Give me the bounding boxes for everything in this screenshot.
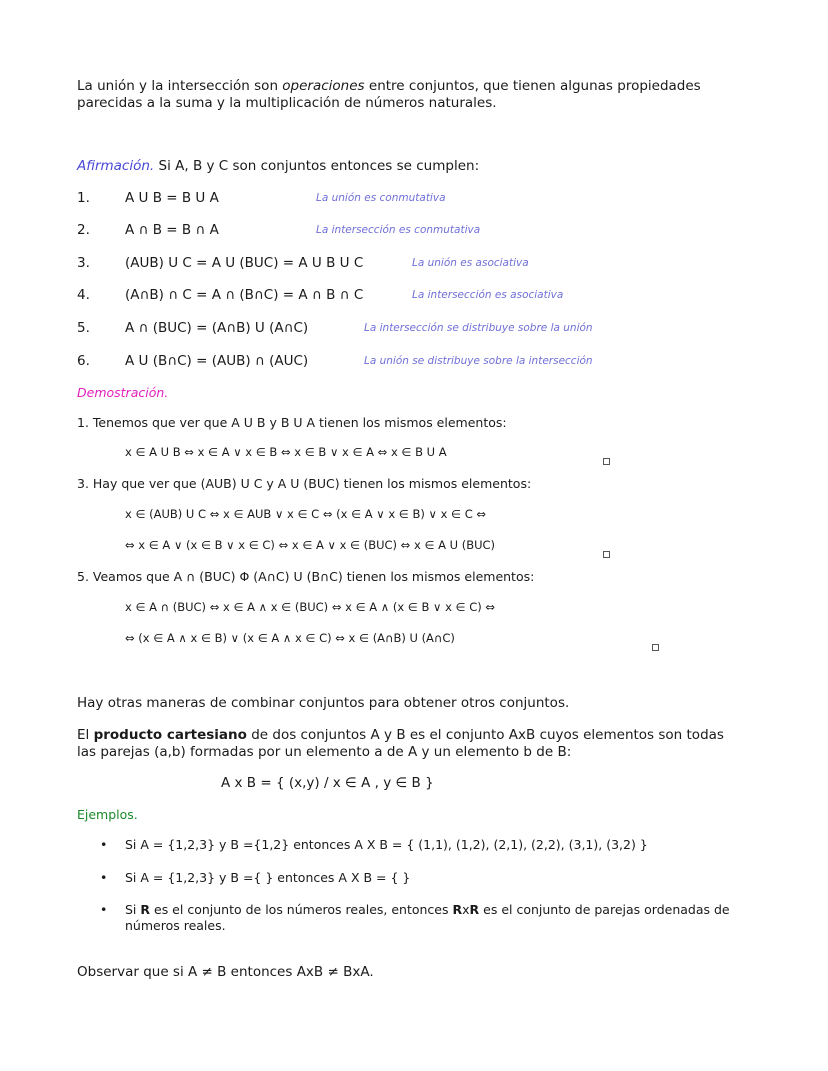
intro-line-1: La unión y la intersección son operaciones entre conjuntos, que tienen algunas propiedades bbox=[77, 78, 701, 94]
property-note: La unión es asociativa bbox=[412, 257, 529, 269]
proof-5-line-2: ⇔ (x ∈ A ∧ x ∈ B) ∨ (x ∈ A ∧ x ∈ C) ⇔ x ∈ (A∩B) U (A∩C) bbox=[125, 631, 455, 645]
proof-1-title: 1. Tenemos que ver que A U B y B U A tienen los mismos elementos: bbox=[77, 415, 507, 430]
proof-3-line-1: x ∈ (AUB) U C ⇔ x ∈ AUB ∨ x ∈ C ⇔ (x ∈ A ∨ x ∈ B) ∨ x ∈ C ⇔ bbox=[125, 507, 487, 521]
property-number: 4. bbox=[77, 287, 90, 303]
other-ways-paragraph: Hay otras maneras de combinar conjuntos para obtener otros conjuntos. bbox=[77, 695, 570, 711]
example-1: Si A = {1,2,3} y B ={1,2} entonces A X B = { (1,1), (1,2), (2,1), (2,2), (3,1), (3,2) } bbox=[125, 837, 648, 852]
intro-line-2: parecidas a la suma y la multiplicación de números naturales. bbox=[77, 95, 497, 111]
bullet-icon: • bbox=[100, 902, 108, 917]
property-formula: A U B = B U A bbox=[125, 190, 219, 206]
proof-label: Demostración. bbox=[77, 385, 169, 400]
example-3-line-1: Si R es el conjunto de los números reales, entonces RxR es el conjunto de parejas ordenadas de bbox=[125, 902, 730, 917]
property-number: 1. bbox=[77, 190, 90, 206]
proof-3-line-2: ⇔ x ∈ A ∨ (x ∈ B ∨ x ∈ C) ⇔ x ∈ A ∨ x ∈ (BUC) ⇔ x ∈ A U (BUC) bbox=[125, 538, 496, 552]
property-formula: (A∩B) ∩ C = A ∩ (B∩C) = A ∩ B ∩ C bbox=[125, 287, 364, 303]
bullet-icon: • bbox=[100, 837, 108, 852]
property-note: La intersección es asociativa bbox=[412, 289, 564, 301]
property-note: La intersección se distribuye sobre la unión bbox=[364, 322, 593, 334]
qed-square-icon bbox=[603, 543, 610, 562]
observation: Observar que si A ≠ B entonces AxB ≠ BxA. bbox=[77, 964, 374, 980]
property-number: 6. bbox=[77, 353, 90, 369]
example-2: Si A = {1,2,3} y B ={ } entonces A X B = { } bbox=[125, 870, 411, 885]
proof-3-title: 3. Hay que ver que (AUB) U C y A U (BUC) tienen los mismos elementos: bbox=[77, 476, 532, 491]
bullet-icon: • bbox=[100, 870, 108, 885]
cartesian-line-1: El producto cartesiano de dos conjuntos A y B es el conjunto AxB cuyos elementos son todas bbox=[77, 727, 724, 743]
property-formula: (AUB) U C = A U (BUC) = A U B U C bbox=[125, 255, 364, 271]
property-number: 3. bbox=[77, 255, 90, 271]
property-number: 2. bbox=[77, 222, 90, 238]
affirmation: Afirmación. Si A, B y C son conjuntos entonces se cumplen: bbox=[77, 158, 480, 174]
property-formula: A ∩ B = B ∩ A bbox=[125, 222, 219, 238]
property-formula: A ∩ (BUC) = (A∩B) U (A∩C) bbox=[125, 320, 309, 336]
proof-5-title: 5. Veamos que A ∩ (BUC) Φ (A∩C) U (B∩C) tienen los mismos elementos: bbox=[77, 569, 535, 584]
qed-square-icon bbox=[603, 450, 610, 469]
property-note: La unión es conmutativa bbox=[316, 192, 446, 204]
proof-5-line-1: x ∈ A ∩ (BUC) ⇔ x ∈ A ∧ x ∈ (BUC) ⇔ x ∈ A ∧ (x ∈ B ∨ x ∈ C) ⇔ bbox=[125, 600, 496, 614]
property-note: La intersección es conmutativa bbox=[316, 224, 481, 236]
property-number: 5. bbox=[77, 320, 90, 336]
affirmation-label: Afirmación. bbox=[77, 158, 155, 174]
example-3-line-2: números reales. bbox=[125, 918, 226, 933]
qed-square-icon bbox=[652, 636, 659, 655]
property-note: La unión se distribuye sobre la intersección bbox=[364, 355, 593, 367]
property-formula: A U (B∩C) = (AUB) ∩ (AUC) bbox=[125, 353, 309, 369]
cartesian-formula: A x B = { (x,y) / x ∈ A , y ∈ B } bbox=[221, 775, 434, 791]
proof-1-line-1: x ∈ A U B ⇔ x ∈ A ∨ x ∈ B ⇔ x ∈ B ∨ x ∈ A ⇔ x ∈ B U A bbox=[125, 445, 447, 459]
cartesian-line-2: las parejas (a,b) formadas por un elemento a de A y un elemento b de B: bbox=[77, 744, 572, 760]
examples-label: Ejemplos. bbox=[77, 807, 138, 822]
